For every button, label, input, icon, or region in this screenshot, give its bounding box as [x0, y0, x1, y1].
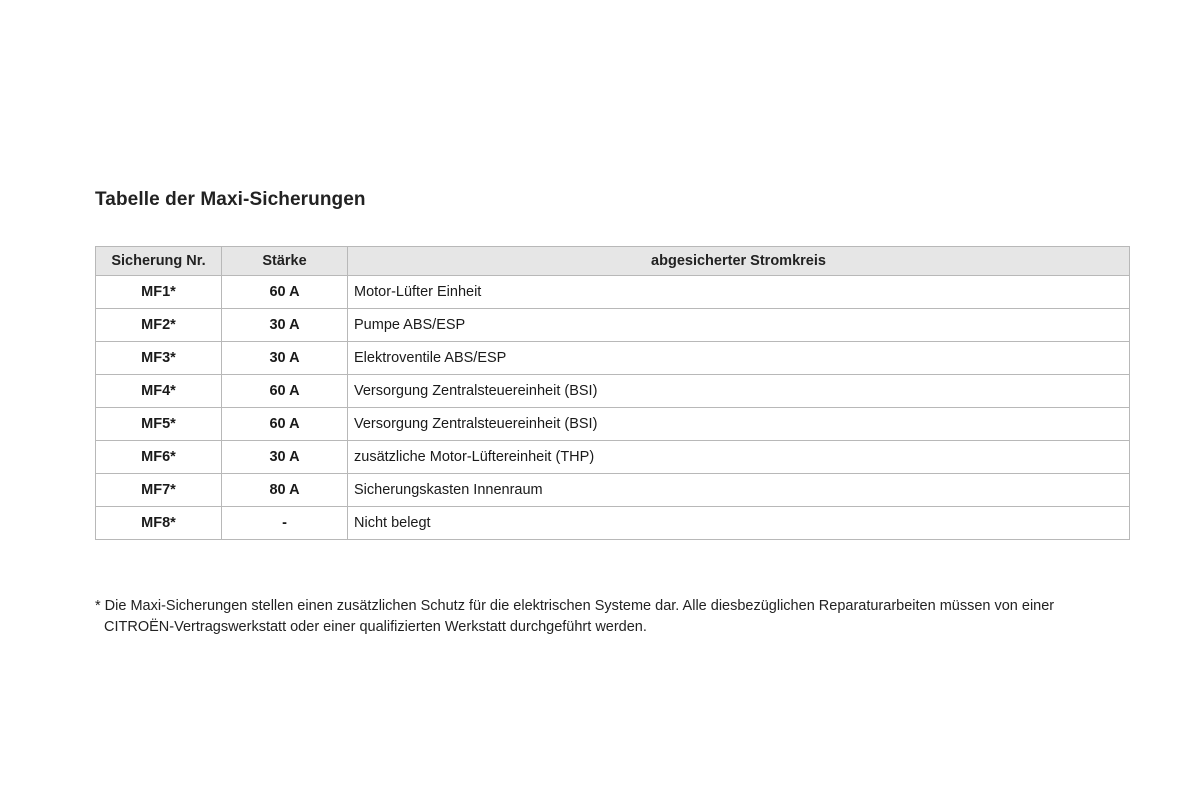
fuse-circuit-cell: Versorgung Zentralsteuereinheit (BSI) — [348, 408, 1130, 441]
fuse-number-cell: MF3* — [96, 342, 222, 375]
table-row — [96, 276, 1130, 309]
fuse-number-cell: MF7* — [96, 474, 222, 507]
column-header-rating: Stärke — [222, 247, 348, 276]
table-header-row — [96, 247, 1130, 276]
footnote — [95, 596, 1135, 638]
maxi-fuse-table — [95, 246, 1130, 540]
table-row — [96, 408, 1130, 441]
fuse-number-cell: MF6* — [96, 441, 222, 474]
fuse-rating-cell: 60 A — [222, 408, 348, 441]
fuse-number-cell: MF1* — [96, 276, 222, 309]
fuse-rating-cell: - — [222, 507, 348, 540]
fuse-rating-cell: 30 A — [222, 309, 348, 342]
fuse-circuit-cell: Versorgung Zentralsteuereinheit (BSI) — [348, 375, 1130, 408]
footnote-line-1: * Die Maxi-Sicherungen stellen einen zusätzlichen Schutz für die elektrischen Systeme dar. Alle diesbezüglichen Reparaturarbeiten müssen von einer — [95, 598, 1055, 614]
fuse-circuit-cell: Pumpe ABS/ESP — [348, 309, 1130, 342]
fuse-circuit-cell: zusätzliche Motor-Lüftereinheit (THP) — [348, 441, 1130, 474]
page-title: Tabelle der Maxi-Sicherungen — [95, 189, 366, 210]
table-row — [96, 309, 1130, 342]
fuse-rating-cell: 60 A — [222, 276, 348, 309]
fuse-number-cell: MF2* — [96, 309, 222, 342]
table-row — [96, 342, 1130, 375]
fuse-circuit-cell: Motor-Lüfter Einheit — [348, 276, 1130, 309]
fuse-rating-cell: 30 A — [222, 441, 348, 474]
fuse-rating-cell: 60 A — [222, 375, 348, 408]
table-row — [96, 441, 1130, 474]
fuse-number-cell: MF8* — [96, 507, 222, 540]
fuse-rating-cell: 30 A — [222, 342, 348, 375]
footnote-line-2: CITROËN-Vertragswerkstatt oder einer qualifizierten Werkstatt durchgeführt werden. — [104, 619, 647, 635]
table-row — [96, 375, 1130, 408]
column-header-fuse-number: Sicherung Nr. — [96, 247, 222, 276]
fuse-circuit-cell: Sicherungskasten Innenraum — [348, 474, 1130, 507]
table-row — [96, 507, 1130, 540]
fuse-number-cell: MF4* — [96, 375, 222, 408]
fuse-circuit-cell: Elektroventile ABS/ESP — [348, 342, 1130, 375]
fuse-number-cell: MF5* — [96, 408, 222, 441]
table-row — [96, 474, 1130, 507]
fuse-circuit-cell: Nicht belegt — [348, 507, 1130, 540]
fuse-rating-cell: 80 A — [222, 474, 348, 507]
column-header-circuit: abgesicherter Stromkreis — [348, 247, 1130, 276]
